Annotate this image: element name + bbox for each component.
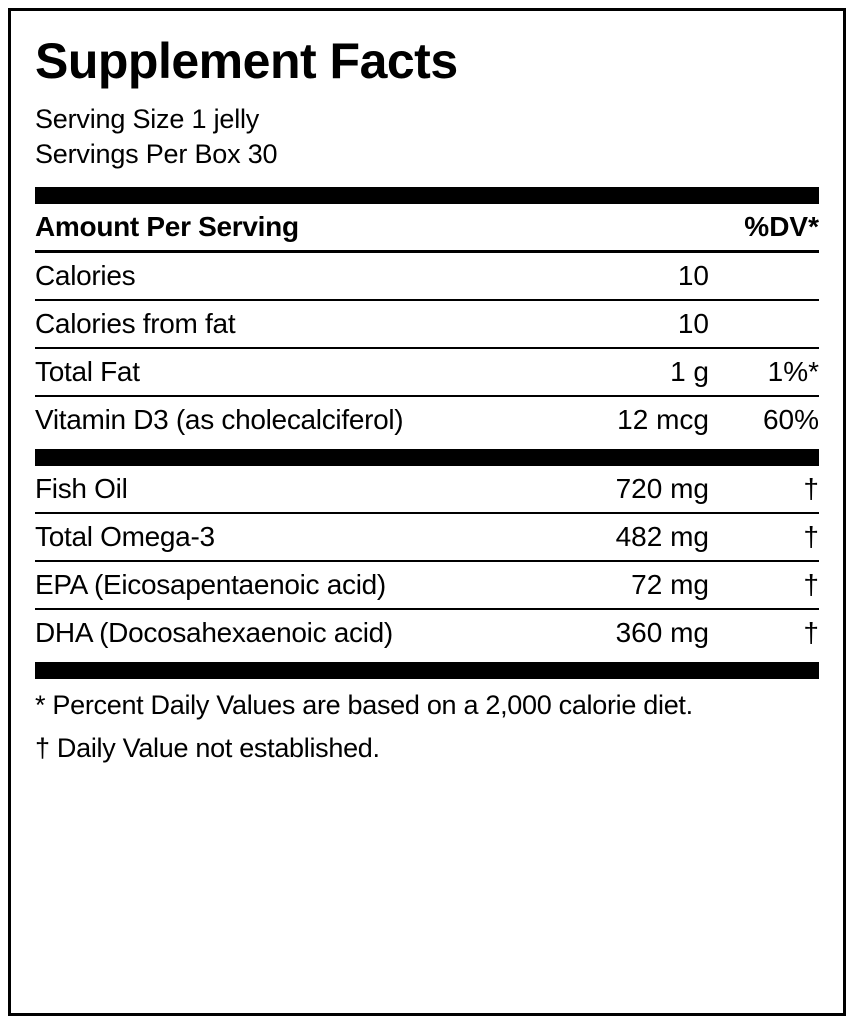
supplement-facts-inner bbox=[11, 11, 843, 766]
serving-size-line: Serving Size 1 jelly bbox=[35, 103, 260, 134]
divider-bar-top bbox=[35, 187, 819, 204]
nutrient-dv: 60% bbox=[762, 403, 819, 435]
nutrient-amount: 1 g bbox=[579, 348, 709, 396]
nutrient-table-lower bbox=[35, 466, 819, 656]
nutrient-name: Fish Oil bbox=[35, 466, 579, 513]
table-row bbox=[35, 561, 819, 609]
nutrient-name: DHA (Docosahexaenoic acid) bbox=[35, 616, 393, 648]
nutrient-dv bbox=[709, 253, 819, 300]
servings-per-box-line: Servings Per Box 30 bbox=[35, 139, 278, 170]
nutrient-dv: † bbox=[709, 513, 819, 561]
divider-bar-bottom bbox=[35, 662, 819, 679]
nutrient-name: Total Omega-3 bbox=[35, 513, 579, 561]
table-row bbox=[35, 513, 819, 561]
page-title: Supplement Facts bbox=[35, 33, 458, 89]
nutrient-dv: † bbox=[709, 561, 819, 609]
footnote-dagger: † Daily Value not established. bbox=[35, 733, 380, 764]
amount-per-serving-header: Amount Per Serving bbox=[35, 204, 709, 252]
nutrient-amount: 10 bbox=[579, 300, 709, 348]
nutrient-name: Calories from fat bbox=[35, 300, 579, 348]
nutrient-name: EPA (Eicosapentaenoic acid) bbox=[35, 561, 579, 609]
nutrient-dv: 1%* bbox=[709, 348, 819, 396]
nutrient-name: Total Fat bbox=[35, 348, 579, 396]
nutrient-amount: 482 mg bbox=[579, 513, 709, 561]
footnote-percent-daily-value: * Percent Daily Values are based on a 2,000 calorie diet. bbox=[35, 689, 693, 720]
nutrient-dv: † bbox=[709, 466, 819, 513]
nutrient-dv bbox=[709, 300, 819, 348]
nutrient-name: Vitamin D3 (as cholecalciferol) bbox=[35, 403, 404, 435]
nutrient-dv: † bbox=[803, 616, 819, 648]
amount-header-table bbox=[35, 204, 819, 253]
table-row bbox=[35, 253, 819, 300]
table-row bbox=[35, 396, 819, 443]
table-row bbox=[35, 348, 819, 396]
divider-bar-middle bbox=[35, 449, 819, 466]
nutrient-amount: 10 bbox=[579, 253, 709, 300]
nutrient-table-upper bbox=[35, 253, 819, 443]
supplement-facts-panel bbox=[8, 8, 846, 1016]
nutrient-name: Calories bbox=[35, 253, 579, 300]
table-header-row bbox=[35, 204, 819, 252]
table-row bbox=[35, 300, 819, 348]
table-row bbox=[35, 466, 819, 513]
nutrient-amount: 12 mcg bbox=[617, 403, 709, 435]
nutrient-amount: 72 mg bbox=[579, 561, 709, 609]
dv-header: %DV* bbox=[709, 204, 819, 252]
nutrient-amount: 720 mg bbox=[579, 466, 709, 513]
nutrient-amount: 360 mg bbox=[615, 616, 709, 648]
table-row bbox=[35, 609, 819, 656]
